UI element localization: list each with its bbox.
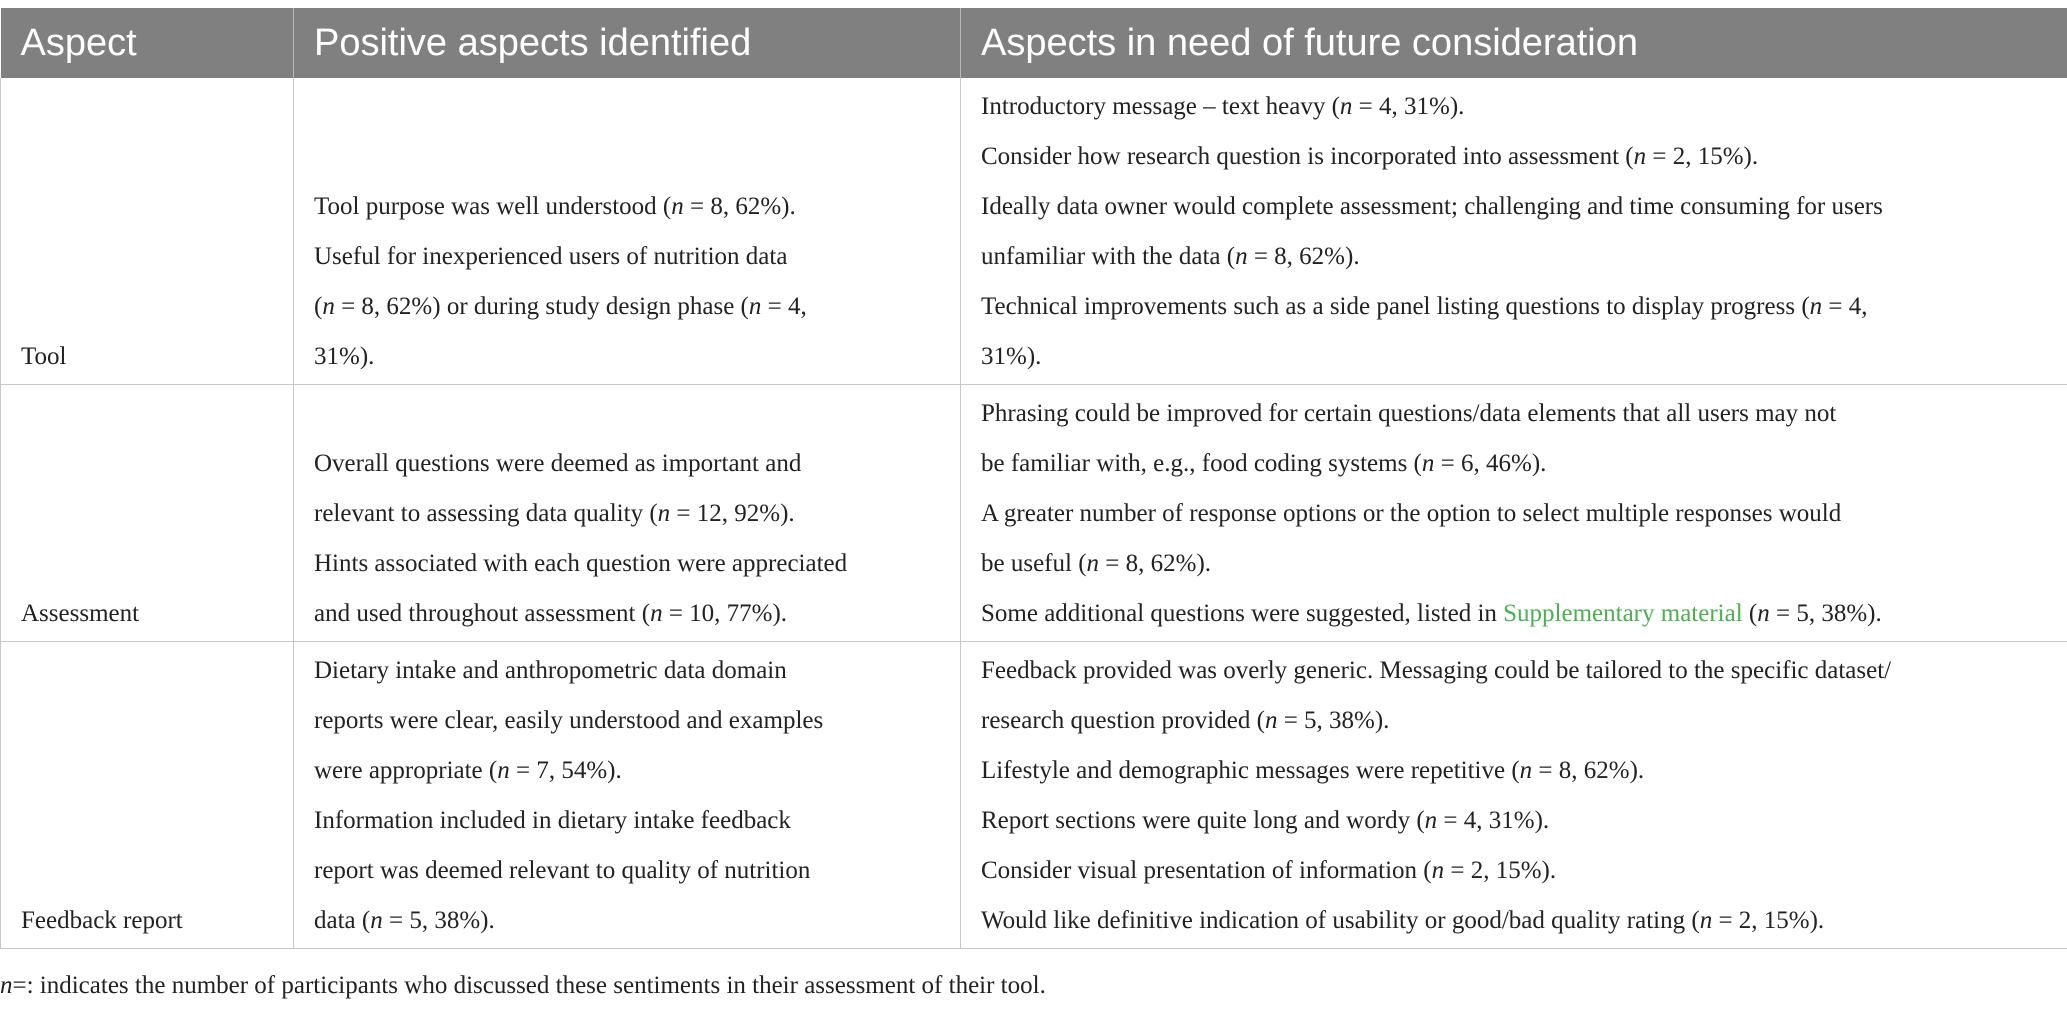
cell-text-line: Information included in dietary intake feedback (314, 807, 791, 834)
cell-text-line: unfamiliar with the data (n = 8, 62%). (981, 243, 1360, 270)
cell-text-line: be useful (n = 8, 62%). (981, 550, 1212, 577)
italic-symbol: n (748, 293, 762, 320)
italic-symbol: n (1809, 293, 1823, 320)
cell-text-line: Would like definitive indication of usability or good/bad quality rating (n = 2, 15%). (981, 907, 1825, 934)
cell-text-line: Tool purpose was well understood (n = 8, 62%). (314, 193, 796, 220)
cell-text-line: Technical improvements such as a side panel listing questions to display progress (n = 4, (981, 293, 1868, 320)
header-positive: Positive aspects identified (294, 8, 961, 78)
italic-symbol: n (322, 293, 335, 320)
italic-symbol: n (657, 500, 671, 527)
cell-text-line: Dietary intake and anthropometric data domain (314, 657, 787, 684)
italic-symbol: n (1424, 807, 1438, 834)
italic-symbol: n (1086, 550, 1100, 577)
positive-cell (294, 642, 961, 949)
header-row (1, 8, 2067, 78)
cell-text-line: were appropriate (n = 7, 54%). (314, 757, 622, 784)
header-aspect: Aspect (1, 8, 294, 78)
italic-symbol: n (370, 907, 383, 934)
supplementary-material-link[interactable]: Supplementary material (1503, 600, 1743, 627)
cell-text-line: Ideally data owner would complete assessment; challenging and time consuming for users (981, 193, 1883, 220)
italic-symbol: n (1339, 93, 1353, 120)
table-row-feedback-report (1, 642, 2067, 949)
cell-text-line: Some additional questions were suggested, listed in Supplementary material (n = 5, 38%). (981, 600, 1882, 627)
cell-text-line: Introductory message – text heavy (n = 4, 31%). (981, 93, 1465, 120)
future-cell (961, 78, 2067, 385)
aspect-cell: Tool (1, 78, 294, 385)
italic-symbol: n (1264, 707, 1278, 734)
cell-text-line: Consider visual presentation of information (n = 2, 15%). (981, 857, 1557, 884)
italic-symbol: n (1519, 757, 1533, 784)
cell-text-line: research question provided (n = 5, 38%). (981, 707, 1390, 734)
italic-symbol: n (1235, 243, 1248, 270)
cell-text-line: data (n = 5, 38%). (314, 907, 495, 934)
cell-text-line: Lifestyle and demographic messages were repetitive (n = 8, 62%). (981, 757, 1645, 784)
table-footnote: n=: indicates the number of participants who discussed these sentiments in their assessment of their tool. (0, 972, 1046, 999)
cell-text-line: 31%). (981, 343, 1042, 370)
cell-text-line: report was deemed relevant to quality of nutrition (314, 857, 811, 884)
italic-symbol: n (497, 757, 510, 784)
positive-cell (294, 385, 961, 642)
cell-text-line: 31%). (314, 343, 375, 370)
cell-text-line: A greater number of response options or the option to select multiple responses would (981, 500, 1842, 527)
table-row-assessment (1, 385, 2067, 642)
italic-symbol: n (671, 193, 684, 220)
italic-symbol: n (1757, 600, 1770, 627)
cell-text-line: Overall questions were deemed as important and (314, 450, 802, 477)
aspect-cell: Assessment (1, 385, 294, 642)
cell-text-line: Feedback provided was overly generic. Messaging could be tailored to the specific dataset/ (981, 657, 1892, 684)
cell-text-line: reports were clear, easily understood and examples (314, 707, 824, 734)
aspect-cell: Feedback report (1, 642, 294, 949)
italic-symbol: n (1421, 450, 1435, 477)
positive-cell (294, 78, 961, 385)
future-cell (961, 385, 2067, 642)
future-cell (961, 642, 2067, 949)
italic-symbol: n (1699, 907, 1713, 934)
table-wrapper (0, 8, 2067, 949)
italic-symbol: n (1431, 857, 1445, 884)
cell-text-line: Consider how research question is incorporated into assessment (n = 2, 15%). (981, 143, 1759, 170)
cell-text-line: Useful for inexperienced users of nutrition data (314, 243, 788, 270)
cell-text-line: and used throughout assessment (n = 10, 77%). (314, 600, 788, 627)
cell-text-line: Hints associated with each question were appreciated (314, 550, 848, 577)
evaluation-table (0, 8, 2067, 949)
table-row-tool (1, 78, 2067, 385)
cell-text-line: Report sections were quite long and wordy (n = 4, 31%). (981, 807, 1550, 834)
italic-symbol: n (1633, 143, 1647, 170)
cell-text-line: (n = 8, 62%) or during study design phase (n = 4, (314, 293, 807, 320)
header-future: Aspects in need of future consideration (961, 8, 2067, 78)
italic-symbol: n (650, 600, 663, 627)
cell-text-line: be familiar with, e.g., food coding systems (n = 6, 46%). (981, 450, 1547, 477)
cell-text-line: relevant to assessing data quality (n = 12, 92%). (314, 500, 795, 527)
italic-symbol: n (0, 972, 13, 999)
cell-text-line: Phrasing could be improved for certain questions/data elements that all users may not (981, 400, 1837, 427)
